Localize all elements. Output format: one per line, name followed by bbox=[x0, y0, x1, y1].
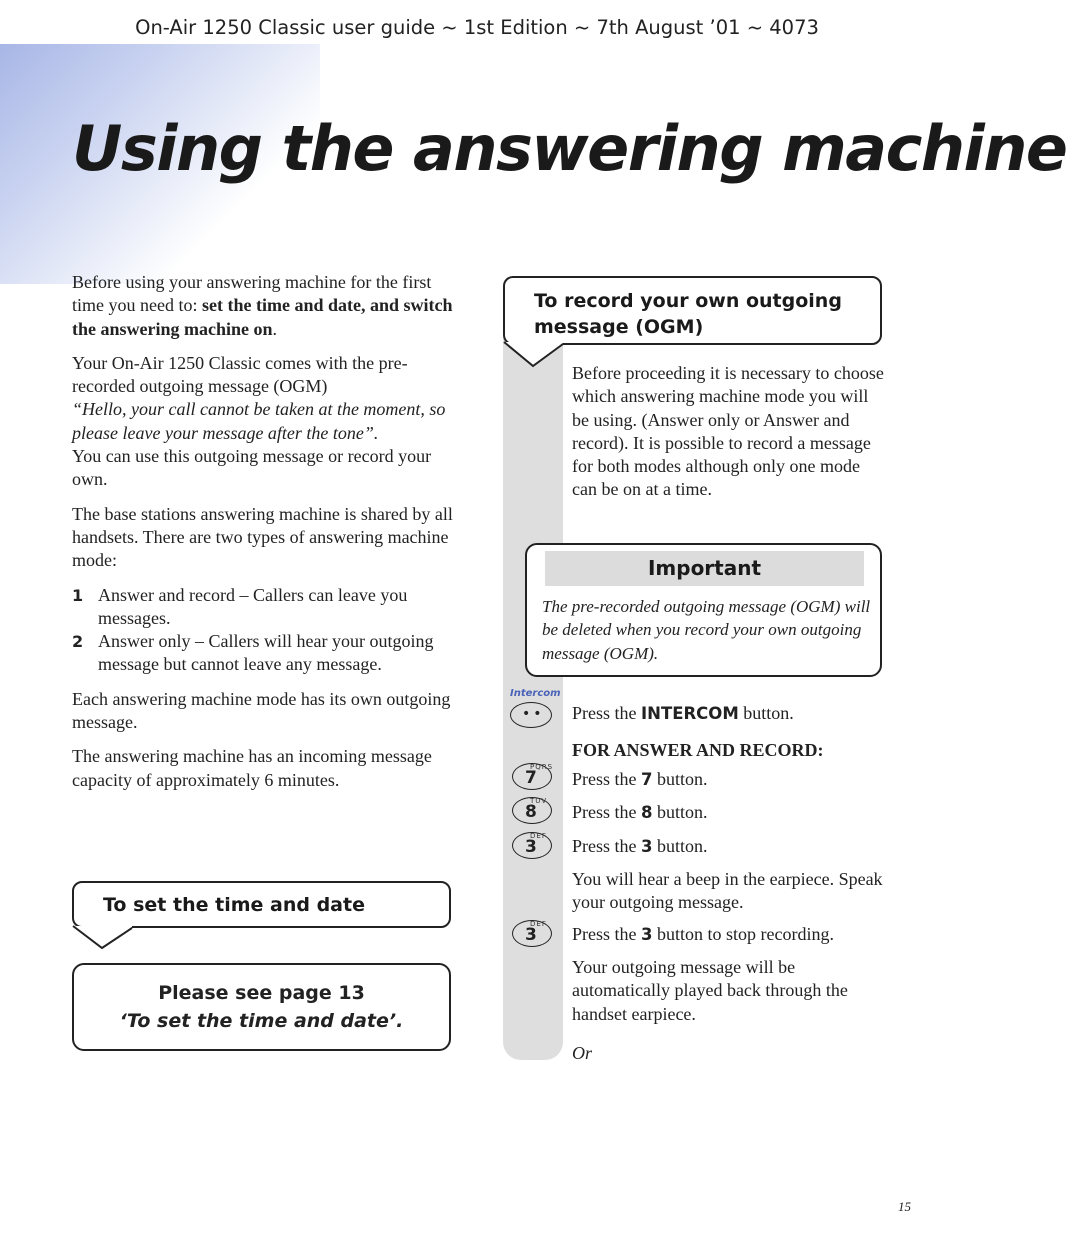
running-header bbox=[0, 0, 954, 46]
list-number: 1 bbox=[72, 585, 84, 605]
step-8 bbox=[572, 801, 884, 824]
beep-instruction: You will hear a beep in the earpiece. Speak your outgoing message. bbox=[572, 869, 883, 913]
page-title: Using the answering machine bbox=[72, 112, 1066, 185]
step-text: button. bbox=[652, 836, 708, 856]
ogm-heading-bubble bbox=[503, 276, 882, 345]
important-notice bbox=[525, 543, 882, 677]
step-text: Press the bbox=[572, 703, 641, 723]
step-stop-recording bbox=[572, 923, 884, 946]
key-digit: 3 bbox=[525, 925, 537, 945]
key-letters: DEF bbox=[530, 832, 547, 840]
step-text: Press the bbox=[572, 836, 641, 856]
key-3-icon bbox=[512, 920, 552, 947]
ogm-intro-block bbox=[572, 362, 884, 502]
bubble-tail-icon bbox=[503, 342, 573, 370]
intro-text: Before using your answering machine for the first time you need to: bbox=[72, 272, 432, 316]
step-text: button. bbox=[738, 703, 794, 723]
list-text: Answer and record – Callers can leave you messages. bbox=[98, 584, 408, 628]
shared-paragraph: The base stations answering machine is shared by all handsets. There are two types of answering machine mode: bbox=[72, 503, 453, 571]
see-page-text: Please see page 13 bbox=[158, 982, 365, 1004]
left-column bbox=[72, 271, 454, 803]
mode-ogm-paragraph: Each answering machine mode has its own outgoing message. bbox=[72, 688, 451, 733]
running-title: On-Air 1250 Classic user guide ~ 1st Edition ~ 7th August ’01 ~ 4073 bbox=[135, 16, 819, 39]
list-number: 2 bbox=[72, 632, 84, 652]
ogm-heading: To record your own outgoing message (OGM) bbox=[534, 290, 842, 338]
intercom-dots: •• bbox=[522, 706, 545, 722]
step-key: 3 bbox=[641, 837, 653, 856]
important-text: The pre-recorded outgoing message (OGM) will be deleted when you record your own outgoing message (OGM). bbox=[542, 597, 871, 663]
see-page-box bbox=[72, 963, 451, 1051]
step-key: 8 bbox=[641, 803, 653, 822]
key-letters: DEF bbox=[530, 920, 547, 928]
step-text: Press the bbox=[572, 802, 641, 822]
list-text: Answer only – Callers will hear your outgoing message but cannot leave any message. bbox=[98, 631, 434, 675]
step-intercom bbox=[572, 702, 884, 725]
see-page-reference: ‘To set the time and date’. bbox=[119, 1010, 404, 1032]
ogm-intro-paragraph: Before proceeding it is necessary to choose which answering machine mode you will be using. (Answer only or Answer and record). It is possible to record a message for both modes although only one mode can be on at a time. bbox=[572, 363, 884, 500]
key-letters: TUV bbox=[530, 797, 548, 805]
step-text: Press the bbox=[572, 924, 641, 944]
ogm-quote: “Hello, your call cannot be taken at the moment, so please leave your message after the tone”. bbox=[72, 399, 446, 443]
or-text: Or bbox=[572, 1043, 593, 1063]
intro-bold-text: set the time and date, and switch the answering machine on bbox=[72, 295, 453, 339]
list-item bbox=[72, 584, 454, 631]
key-digit: 8 bbox=[525, 802, 537, 822]
key-digit: 7 bbox=[525, 768, 537, 788]
intercom-key-icon bbox=[510, 702, 552, 728]
intro-paragraph bbox=[72, 271, 454, 341]
key-letters: PQRS bbox=[530, 763, 554, 771]
time-date-heading-bubble bbox=[72, 881, 451, 928]
capacity-paragraph: The answering machine has an incoming message capacity of approximately 6 minutes. bbox=[72, 746, 432, 790]
ogm-choice-text: You can use this outgoing message or record your own. bbox=[72, 446, 432, 490]
page-number: 15 bbox=[898, 1199, 911, 1214]
playback-note: Your outgoing message will be automatically played back through the handset earpiece. bbox=[572, 957, 848, 1024]
step-text: button. bbox=[652, 769, 708, 789]
step-text: button to stop recording. bbox=[652, 924, 834, 944]
intro-end: . bbox=[272, 318, 278, 339]
for-answer-record-heading: FOR ANSWER AND RECORD: bbox=[572, 740, 824, 760]
key-digit: 3 bbox=[525, 837, 537, 857]
step-3 bbox=[572, 835, 884, 858]
key-8-icon bbox=[512, 797, 552, 824]
list-item bbox=[72, 630, 454, 677]
mode-list bbox=[72, 584, 454, 677]
ogm-intro-text: Your On-Air 1250 Classic comes with the pre-recorded outgoing message (OGM) bbox=[72, 352, 408, 397]
important-heading: Important bbox=[545, 551, 864, 586]
step-key: INTERCOM bbox=[641, 704, 739, 723]
step-text: button. bbox=[652, 802, 708, 822]
intercom-label: Intercom bbox=[510, 688, 561, 699]
step-key: 3 bbox=[641, 925, 653, 944]
step-7 bbox=[572, 768, 884, 791]
ogm-paragraph bbox=[72, 352, 454, 492]
bubble-tail-icon bbox=[72, 926, 142, 952]
key-3-icon bbox=[512, 832, 552, 859]
step-key: 7 bbox=[641, 770, 653, 789]
key-icon-strip bbox=[503, 338, 563, 1060]
step-text: Press the bbox=[572, 769, 641, 789]
key-7-icon bbox=[512, 763, 552, 790]
time-date-heading: To set the time and date bbox=[103, 894, 365, 916]
